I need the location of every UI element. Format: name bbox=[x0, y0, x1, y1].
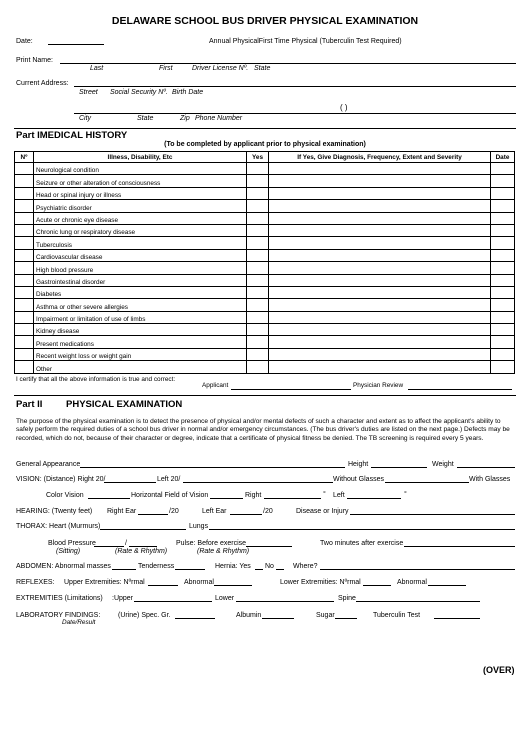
date-cell[interactable] bbox=[491, 311, 515, 323]
date-cell[interactable] bbox=[491, 348, 515, 360]
date-cell[interactable] bbox=[491, 212, 515, 224]
bp-diastolic-field[interactable] bbox=[129, 546, 157, 547]
table-row bbox=[15, 262, 515, 274]
name-sub-state: State bbox=[254, 65, 271, 72]
row-number-cell[interactable] bbox=[15, 348, 34, 360]
blood-pressure-label: Blood Pressure bbox=[48, 540, 96, 547]
divider bbox=[14, 395, 516, 396]
part2-heading: PHYSICAL EXAMINATION bbox=[66, 399, 183, 410]
yes-checkbox-cell[interactable] bbox=[247, 175, 269, 187]
row-number-cell[interactable] bbox=[15, 274, 34, 286]
table-row bbox=[15, 249, 515, 261]
address-sub-zip: Zip bbox=[180, 115, 190, 122]
print-name-field[interactable] bbox=[60, 63, 516, 64]
abdomen-label: ABDOMEN: Abnormal masses bbox=[16, 563, 111, 570]
details-cell[interactable] bbox=[269, 249, 491, 261]
abdominal-masses-field[interactable] bbox=[112, 569, 136, 570]
row-number-cell[interactable] bbox=[15, 286, 34, 298]
applicant-label: Applicant bbox=[202, 382, 229, 389]
row-number-cell[interactable] bbox=[15, 311, 34, 323]
row-number-cell[interactable] bbox=[15, 299, 34, 311]
yes-checkbox-cell[interactable] bbox=[247, 274, 269, 286]
illness-cell: Head or spinal injury or illness bbox=[34, 187, 247, 199]
degree-symbol: ° bbox=[323, 491, 326, 498]
pulse-before-field[interactable] bbox=[246, 546, 292, 547]
address-field[interactable] bbox=[74, 86, 516, 87]
table-row bbox=[15, 274, 515, 286]
yes-checkbox-cell[interactable] bbox=[247, 311, 269, 323]
without-glasses-label: Without Glasses bbox=[333, 476, 384, 483]
details-cell[interactable] bbox=[269, 237, 491, 249]
general-appearance-field[interactable] bbox=[80, 467, 345, 468]
horizontal-right-field[interactable] bbox=[264, 498, 321, 499]
degree-symbol: ° bbox=[404, 491, 407, 498]
details-cell[interactable] bbox=[269, 286, 491, 298]
disease-injury-label: Disease or Injury bbox=[296, 508, 349, 515]
illness-cell: Seizure or other alteration of consciousness bbox=[34, 175, 247, 187]
row-number-cell[interactable] bbox=[15, 224, 34, 236]
illness-cell: Gastrointestinal disorder bbox=[34, 274, 247, 286]
tenderness-field[interactable] bbox=[175, 569, 205, 570]
part1-heading: Part IMEDICAL HISTORY bbox=[16, 130, 128, 141]
horizontal-right-label: Right bbox=[245, 492, 262, 499]
extremities-label: EXTREMITIES (Limitations) bbox=[16, 595, 103, 602]
row-number-cell[interactable] bbox=[15, 212, 34, 224]
details-cell[interactable] bbox=[269, 324, 491, 336]
yes-checkbox-cell[interactable] bbox=[247, 212, 269, 224]
yes-checkbox-cell[interactable] bbox=[247, 336, 269, 348]
horizontal-field-label: Horizontal Field of Vision bbox=[131, 492, 209, 499]
bp-systolic-field[interactable] bbox=[94, 546, 124, 547]
vision-right-field[interactable] bbox=[104, 482, 156, 483]
rate-rhythm-note: (Rate & Rhythm) bbox=[197, 548, 250, 555]
horizontal-field-input[interactable] bbox=[210, 498, 243, 499]
illness-cell: Other bbox=[34, 361, 247, 373]
left-ear-field[interactable] bbox=[230, 514, 262, 515]
details-cell[interactable] bbox=[269, 175, 491, 187]
table-row bbox=[15, 286, 515, 298]
upper-ext-normal-label: Upper Extremities: Nºrmal bbox=[64, 579, 145, 586]
row-number-cell[interactable] bbox=[15, 237, 34, 249]
details-cell[interactable] bbox=[269, 224, 491, 236]
color-vision-label: Color Vision bbox=[46, 492, 84, 499]
upper-limitations-field[interactable] bbox=[134, 601, 212, 602]
lungs-label: Lungs bbox=[189, 523, 209, 530]
divider bbox=[14, 128, 516, 129]
date-cell[interactable] bbox=[491, 262, 515, 274]
illness-cell: Recent weight loss or weight gain bbox=[34, 348, 247, 360]
date-cell[interactable] bbox=[491, 324, 515, 336]
lab-findings-label: LABORATORY FINDINGS: bbox=[16, 612, 101, 619]
city-state-field[interactable] bbox=[74, 113, 516, 114]
yes-checkbox-cell[interactable] bbox=[247, 348, 269, 360]
row-number-cell[interactable] bbox=[15, 336, 34, 348]
yes-checkbox-cell[interactable] bbox=[247, 262, 269, 274]
details-cell[interactable] bbox=[269, 187, 491, 199]
upper-normal-field[interactable] bbox=[148, 585, 178, 586]
address-sub-street: Street bbox=[79, 89, 98, 96]
heart-field[interactable] bbox=[100, 529, 186, 530]
hernia-yes-field[interactable] bbox=[255, 569, 263, 570]
date-result-note: Date/Result bbox=[62, 619, 96, 626]
spec-gravity-field[interactable] bbox=[175, 618, 215, 619]
details-cell[interactable] bbox=[269, 336, 491, 348]
height-label: Height bbox=[348, 461, 369, 468]
details-cell[interactable] bbox=[269, 361, 491, 373]
yes-checkbox-cell[interactable] bbox=[247, 361, 269, 373]
table-header-row bbox=[15, 152, 515, 163]
date-cell[interactable] bbox=[491, 336, 515, 348]
date-cell[interactable] bbox=[491, 175, 515, 187]
page-title: DELAWARE SCHOOL BUS DRIVER PHYSICAL EXAMINATION bbox=[111, 15, 419, 27]
details-cell[interactable] bbox=[269, 163, 491, 175]
lower-limitations-field[interactable] bbox=[236, 601, 334, 602]
date-cell[interactable] bbox=[491, 286, 515, 298]
with-glasses-label: With Glasses bbox=[469, 476, 511, 483]
bp-slash: / bbox=[125, 540, 127, 547]
row-number-cell[interactable] bbox=[15, 262, 34, 274]
hernia-yes-label: Hernia: Yes bbox=[215, 563, 251, 570]
table-row bbox=[15, 187, 515, 199]
spine-label: Spine bbox=[338, 595, 356, 602]
yes-checkbox-cell[interactable] bbox=[247, 324, 269, 336]
illness-cell: High blood pressure bbox=[34, 262, 247, 274]
illness-cell: Kidney disease bbox=[34, 324, 247, 336]
right-ear-field[interactable] bbox=[138, 514, 168, 515]
table-row bbox=[15, 361, 515, 373]
weight-label: Weight bbox=[432, 461, 454, 468]
date-field[interactable] bbox=[48, 44, 104, 45]
details-cell[interactable] bbox=[269, 262, 491, 274]
tuberculin-label: Tuberculin Test bbox=[373, 612, 421, 619]
col-number: Nº bbox=[15, 152, 34, 163]
date-cell[interactable] bbox=[491, 274, 515, 286]
row-number-cell[interactable] bbox=[15, 324, 34, 336]
lower-normal-field[interactable] bbox=[363, 585, 391, 586]
name-sub-first: First bbox=[159, 65, 173, 72]
physician-review-field[interactable] bbox=[408, 389, 512, 390]
address-sub-state: State bbox=[137, 115, 154, 122]
yes-checkbox-cell[interactable] bbox=[247, 237, 269, 249]
where-field[interactable] bbox=[320, 569, 515, 570]
without-glasses-field[interactable] bbox=[385, 482, 469, 483]
albumin-field[interactable] bbox=[262, 618, 294, 619]
yes-checkbox-cell[interactable] bbox=[247, 299, 269, 311]
date-cell[interactable] bbox=[491, 249, 515, 261]
illness-cell: Cardiovascular disease bbox=[34, 249, 247, 261]
date-cell[interactable] bbox=[491, 237, 515, 249]
row-number-cell[interactable] bbox=[15, 249, 34, 261]
right-ear-suffix: /20 bbox=[169, 508, 179, 515]
sugar-label: Sugar bbox=[316, 612, 335, 619]
date-label: Date: bbox=[16, 38, 33, 45]
illness-cell: Psychiatric disorder bbox=[34, 200, 247, 212]
table-row bbox=[15, 299, 515, 311]
certify-text: I certify that all the above information is true and correct: bbox=[16, 376, 176, 383]
illness-cell: Chronic lung or respiratory disease bbox=[34, 224, 247, 236]
horizontal-left-label: Left bbox=[333, 492, 345, 499]
sitting-note: (Sitting) bbox=[56, 548, 81, 555]
urine-spec-label: (Urine) Spec. Gr. bbox=[118, 612, 171, 619]
table-row bbox=[15, 348, 515, 360]
col-yes: Yes bbox=[247, 152, 269, 163]
address-sub-city: City bbox=[79, 115, 92, 122]
illness-cell: Diabetes bbox=[34, 286, 247, 298]
table-row bbox=[15, 224, 515, 236]
purpose-paragraph: The purpose of the physical examination is to detect the presence of physical and/or mental defects of such a character and extent as to affect the applicant's ability to safely perform the required duties of a school bus driver in normal and/or emergency circumstances. (The bus driver's duties are listed on the next page.) Defects may be recorded, which do not, because of their character or degree, indicate that a certificate of physical fitness be denied. The TB screening is required every 5 years. bbox=[16, 418, 510, 442]
date-cell[interactable] bbox=[491, 224, 515, 236]
table-row bbox=[15, 200, 515, 212]
general-appearance-label: General Appearance bbox=[16, 461, 81, 468]
yes-checkbox-cell[interactable] bbox=[247, 224, 269, 236]
table-row bbox=[15, 237, 515, 249]
address-sub-ssn: Social Security Nº. bbox=[110, 89, 168, 96]
date-cell[interactable] bbox=[491, 361, 515, 373]
row-number-cell[interactable] bbox=[15, 175, 34, 187]
tenderness-label: Tenderness bbox=[138, 563, 175, 570]
part1-subheading: (To be completed by applicant prior to physical examination) bbox=[164, 141, 366, 148]
date-cell[interactable] bbox=[491, 163, 515, 175]
lower-abnormal-label: Abnormal bbox=[397, 579, 427, 586]
tuberculin-field[interactable] bbox=[434, 618, 480, 619]
table-row bbox=[15, 324, 515, 336]
sugar-field[interactable] bbox=[335, 618, 357, 619]
thorax-label: THORAX: Heart (Murmurs) bbox=[16, 523, 101, 530]
illness-cell: Impairment or limitation of use of limbs bbox=[34, 311, 247, 323]
date-cell[interactable] bbox=[491, 187, 515, 199]
illness-cell: Present medications bbox=[34, 336, 247, 348]
table-row bbox=[15, 311, 515, 323]
address-sub-birth: Birth Date bbox=[172, 89, 204, 96]
name-sub-license: Driver License Nº. bbox=[192, 65, 249, 72]
where-label: Where? bbox=[293, 563, 318, 570]
row-number-cell[interactable] bbox=[15, 187, 34, 199]
table-row bbox=[15, 175, 515, 187]
details-cell[interactable] bbox=[269, 274, 491, 286]
print-name-label: Print Name: bbox=[16, 57, 53, 64]
details-cell[interactable] bbox=[269, 348, 491, 360]
albumin-label: Albumin bbox=[236, 612, 262, 619]
details-cell[interactable] bbox=[269, 200, 491, 212]
yes-checkbox-cell[interactable] bbox=[247, 187, 269, 199]
upper-abnormal-field[interactable] bbox=[214, 585, 252, 586]
yes-checkbox-cell[interactable] bbox=[247, 200, 269, 212]
vision-left-label: Left 20/ bbox=[157, 476, 181, 483]
name-sub-last: Last bbox=[90, 65, 104, 72]
pulse-after-field[interactable] bbox=[404, 546, 515, 547]
col-details: If Yes, Give Diagnosis, Frequency, Extent and Severity bbox=[269, 152, 491, 163]
details-cell[interactable] bbox=[269, 311, 491, 323]
col-date: Date bbox=[491, 152, 515, 163]
over-label: (OVER) bbox=[483, 665, 515, 675]
spine-field[interactable] bbox=[356, 601, 480, 602]
table-row bbox=[15, 163, 515, 175]
disease-injury-field[interactable] bbox=[350, 514, 515, 515]
part2-label: Part II bbox=[16, 399, 43, 410]
applicant-signature-field[interactable] bbox=[231, 389, 351, 390]
hearing-label: HEARING: (Twenty feet) bbox=[16, 508, 93, 515]
vision-right-label: VISION: (Distance) Right 20/ bbox=[16, 476, 106, 483]
upper-abnormal-label: Abnormal bbox=[184, 579, 214, 586]
reflexes-label: REFLEXES: bbox=[16, 579, 55, 586]
color-vision-field[interactable] bbox=[88, 498, 130, 499]
right-ear-label: Right Ear bbox=[107, 508, 137, 515]
two-min-label: Two minutes after exercise bbox=[320, 540, 404, 547]
rate-rhythm-note: (Rate & Rhythm) bbox=[115, 548, 168, 555]
yes-checkbox-cell[interactable] bbox=[247, 286, 269, 298]
details-cell[interactable] bbox=[269, 212, 491, 224]
yes-checkbox-cell[interactable] bbox=[247, 249, 269, 261]
horizontal-left-field[interactable] bbox=[347, 498, 401, 499]
row-number-cell[interactable] bbox=[15, 361, 34, 373]
medical-history-table bbox=[14, 151, 515, 374]
date-cell[interactable] bbox=[491, 299, 515, 311]
row-number-cell[interactable] bbox=[15, 163, 34, 175]
lungs-field[interactable] bbox=[209, 529, 515, 530]
pulse-before-label: Pulse: Before exercise bbox=[176, 540, 247, 547]
col-illness: Illness, Disability, Etc bbox=[34, 152, 247, 163]
lower-abnormal-field[interactable] bbox=[428, 585, 466, 586]
left-ear-suffix: /20 bbox=[263, 508, 273, 515]
table-row bbox=[15, 336, 515, 348]
illness-cell: Asthma or other severe allergies bbox=[34, 299, 247, 311]
hernia-no-label: No bbox=[265, 563, 274, 570]
vision-left-field[interactable] bbox=[183, 482, 333, 483]
row-number-cell[interactable] bbox=[15, 200, 34, 212]
address-label: Current Address: bbox=[16, 80, 69, 87]
left-ear-label: Left Ear bbox=[202, 508, 227, 515]
lower-label: Lower bbox=[215, 595, 235, 602]
physician-review-label: Physician Review bbox=[353, 382, 404, 389]
phone-area-parens: ( ) bbox=[340, 103, 348, 112]
exam-type-label: Annual PhysicalFirst Time Physical (Tuberculin Test Required) bbox=[209, 38, 402, 45]
yes-checkbox-cell[interactable] bbox=[247, 163, 269, 175]
upper-label: :Upper bbox=[112, 595, 134, 602]
illness-cell: Acute or chronic eye disease bbox=[34, 212, 247, 224]
lower-ext-normal-label: Lower Extremities: Nºrmal bbox=[280, 579, 361, 586]
illness-cell: Tuberculosis bbox=[34, 237, 247, 249]
height-field[interactable] bbox=[371, 467, 427, 468]
date-cell[interactable] bbox=[491, 200, 515, 212]
details-cell[interactable] bbox=[269, 299, 491, 311]
weight-field[interactable] bbox=[457, 467, 515, 468]
hernia-no-field[interactable] bbox=[276, 569, 284, 570]
table-row bbox=[15, 212, 515, 224]
address-sub-phone: Phone Number bbox=[195, 115, 243, 122]
illness-cell: Neurological condition bbox=[34, 163, 247, 175]
